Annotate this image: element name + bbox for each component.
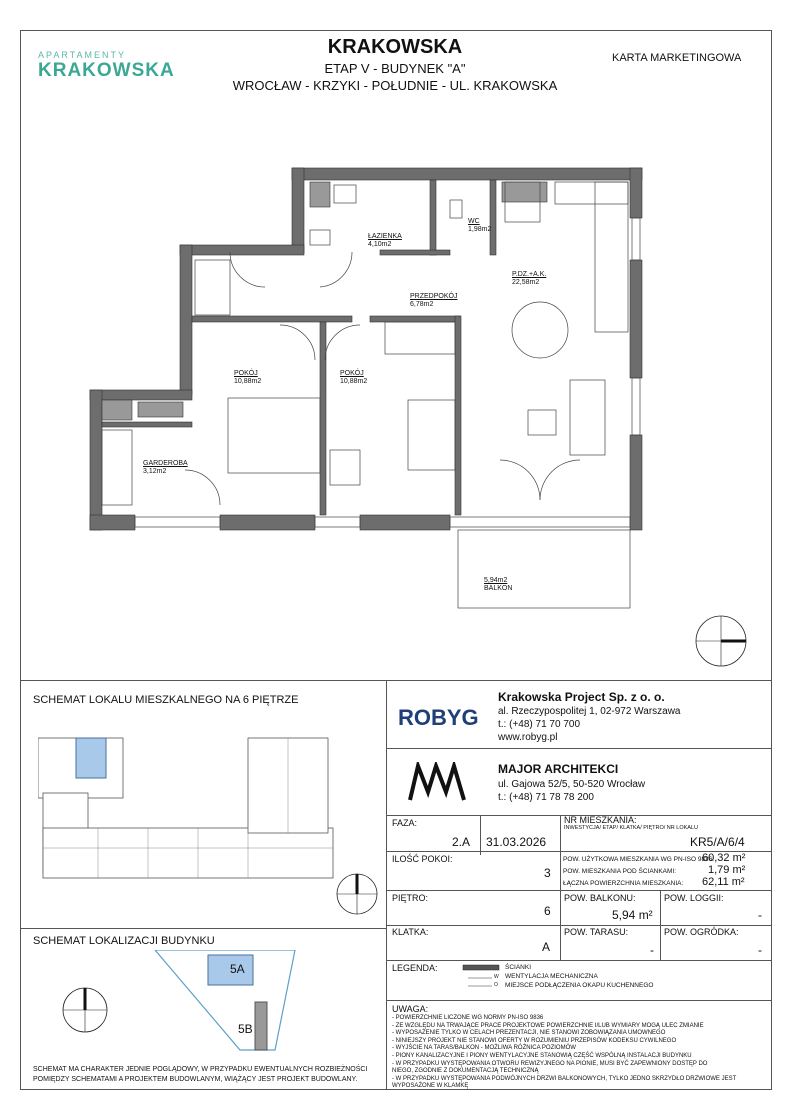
note-item: WYPOSAŻONE W KLAMKĘ xyxy=(392,1083,469,1090)
bed-1 xyxy=(228,398,320,473)
wall-left-upper xyxy=(292,168,304,253)
dining-table xyxy=(512,302,568,358)
shaft-3 xyxy=(310,182,330,207)
loggia-label: POW. LOGGII: xyxy=(664,893,724,903)
door-arc-2 xyxy=(320,252,352,287)
disclaimer-line-2: POMIĘDZY SCHEMATAMI A PROJEKTEM BUDOWLANYM, WIĄŻĄCY JEST PROJEKT BUDOWLANY. xyxy=(33,1076,358,1083)
wall-top xyxy=(292,168,642,180)
door-arc-6 xyxy=(500,460,540,500)
nr-sublabel: INWESTYCJA/ ETAP/ KLATKA/ PIĘTRO/ NR LOKALU xyxy=(564,825,698,831)
shaft-2 xyxy=(138,402,183,417)
wall-step-2 xyxy=(90,390,192,400)
note-item: - WYPOSAŻENIE TYLKO W CELACH PREZENTACJI, NIE STANOWI ZOBOWIĄZANIA UMOWNEGO xyxy=(392,1030,666,1037)
note-item: - W PRZYPADKU WYSTĘPOWANIA OTWORU REWIZYJNEGO NA PIONIE, MUSI BYĆ ZAPEWNIONY DOSTĘP DO xyxy=(392,1060,708,1067)
location: WROCŁAW - KRZYKI - POŁUDNIE - UL. KRAKOWSKA xyxy=(232,78,558,93)
architect-logo-icon xyxy=(408,762,466,802)
schema-compass-icon xyxy=(333,870,383,920)
note-item: - W PRZYPADKU WYSTĘPOWANIA PODWÓJNYCH DRZWI BALKONOWYCH, TYLKO JEDNO SKRZYDŁO DRZWIOWE JEST xyxy=(392,1075,737,1082)
disclaimer-line-1: SCHEMAT MA CHARAKTER JEDNIE POGLĄDOWY, W PRZYPADKU EWENTUALNYCH ROZBIEŻNOŚCI xyxy=(33,1066,368,1073)
balkon-value: 5,94 m² xyxy=(612,908,653,922)
pow-uzyt-label: POW. UŻYTKOWA MIESZKANIA WG PN-ISO 9836: xyxy=(563,856,715,863)
wall-inner-5 xyxy=(102,422,192,427)
wall-bottom-mid xyxy=(220,515,315,530)
shaft-1 xyxy=(102,400,132,420)
architect-name: MAJOR ARCHITEKCI xyxy=(498,762,619,776)
pokoi-value: 3 xyxy=(544,866,551,880)
door-arc-5 xyxy=(185,470,220,505)
architect-address: ul. Gajowa 52/5, 50-520 Wrocław xyxy=(498,779,646,790)
sink xyxy=(334,185,356,203)
pow-skos-value: 1,79 m² xyxy=(708,864,746,876)
room-garderoba: GARDEROBA 3,12m2 xyxy=(143,460,188,475)
wall-inner-4 xyxy=(455,316,461,515)
developer-address: al. Rzeczypospolitej 1, 02-972 Warszawa xyxy=(498,706,681,717)
wall-step xyxy=(180,245,304,255)
date-value: 31.03.2026 xyxy=(486,835,547,849)
nr-label: NR MIESZKANIA: xyxy=(564,815,637,825)
window-1 xyxy=(135,517,220,527)
window-5 xyxy=(632,378,640,435)
north-compass-icon xyxy=(693,613,749,669)
room-pokoj-2: POKÓJ 10,88m2 xyxy=(340,370,368,385)
wall-right-top xyxy=(630,168,642,218)
faza-label: FAZA: xyxy=(392,818,418,828)
wall-inner-2 xyxy=(370,316,460,322)
wall-left-lower xyxy=(90,390,102,530)
pow-laczna-value: 62,11 m² xyxy=(702,876,745,888)
logo-subtitle: APARTAMENTY xyxy=(38,50,127,60)
taras-value: - xyxy=(650,943,654,957)
logo: KRAKOWSKA xyxy=(38,60,175,81)
door-arc-1 xyxy=(230,252,265,287)
floor-schema-title: SCHEMAT LOKALU MIESZKALNEGO NA 6 PIĘTRZE xyxy=(33,694,299,706)
wall-bottom-right xyxy=(360,515,450,530)
legend-vent: WENTYLACJA MECHANICZNA xyxy=(505,973,598,980)
room-wc: WC 1,98m2 xyxy=(468,218,492,233)
note-item: - PIONY KANALIZACYJNE I PIONY WENTYLACYJNE STANOWIĄ CZĘŚĆ WSPÓLNĄ INSTALACJI BUDYNKU xyxy=(392,1052,692,1059)
faza-value: 2.A xyxy=(452,835,471,849)
wall-swatch xyxy=(463,965,499,970)
ogrodek-value: - xyxy=(758,943,762,957)
wall-right-mid xyxy=(630,260,642,378)
klatka-value: A xyxy=(542,940,551,954)
toilet xyxy=(450,200,462,218)
legend-w: W xyxy=(494,974,499,980)
developer-web[interactable]: www.robyg.pl xyxy=(498,732,558,743)
building-5a-label: 5A xyxy=(230,962,245,976)
architect-phone: t.: (+48) 71 78 78 200 xyxy=(498,792,594,803)
wall-left-mid xyxy=(180,245,192,395)
wall-inner-8 xyxy=(380,250,450,255)
window-2 xyxy=(315,517,360,527)
note-item: - WYJŚCIE NA TARAS/BALKON - MOŻLIWA RÓŻNICA POZIOMÓW xyxy=(392,1045,576,1052)
wardrobe-3 xyxy=(102,430,132,505)
klatka-label: KLATKA: xyxy=(392,927,429,937)
room-przedpokoj: PRZEDPOKÓJ 6,78m2 xyxy=(410,293,458,308)
notes-list xyxy=(392,1015,762,1091)
door-arc-3 xyxy=(280,325,315,360)
wardrobe-2 xyxy=(385,322,455,354)
taras-label: POW. TARASU: xyxy=(564,927,629,937)
page-title: KRAKOWSKA xyxy=(327,36,463,58)
wall-bottom-left xyxy=(90,515,135,530)
wall-right-bottom xyxy=(630,435,642,530)
note-item: - NINIEJSZY PROJEKT NIE STANOWI OFERTY W ROZUMIENIU PRZEPISÓW KODEKSU CYWILNEGO xyxy=(392,1037,677,1044)
pow-uzyt-value: 60,32 m² xyxy=(702,852,746,864)
note-item: - ZE WZGLĘDU NA TRWAJĄCE PRACE PROJEKTOWE POWIERZCHNIE I/LUB WYMIARY MOGĄ ULEC ZMIANIE xyxy=(392,1022,704,1029)
ogrodek-label: POW. OGRÓDKA: xyxy=(664,927,739,937)
coffee-table xyxy=(528,410,556,435)
sofa xyxy=(570,380,605,455)
wardrobe-1 xyxy=(195,260,230,315)
toilet-2 xyxy=(310,230,330,245)
window-3 xyxy=(450,517,630,527)
wall-inner-3 xyxy=(320,322,326,515)
developer-logo: ROBYG xyxy=(398,705,479,730)
room-pokoj-1: POKÓJ 10,88m2 xyxy=(234,370,262,385)
desk-1 xyxy=(330,450,360,485)
counter xyxy=(555,182,628,204)
room-lazienka: ŁAZIENKA 4,10m2 xyxy=(368,233,402,248)
pokoi-label: ILOŚĆ POKOI: xyxy=(392,854,453,864)
wall-inner-6 xyxy=(430,180,436,255)
location-schema xyxy=(60,950,320,1060)
room-pdz: P.DZ.+A.K. 22,58m2 xyxy=(512,271,547,286)
balcony xyxy=(458,530,630,608)
counter-side xyxy=(595,182,628,332)
legend-walls: ŚCIANKI xyxy=(505,964,532,971)
building-5b-label: 5B xyxy=(238,1022,253,1036)
location-schema-title: SCHEMAT LOKALIZACJI BUDYNKU xyxy=(33,935,215,947)
legend-o: O xyxy=(494,982,498,988)
stage-building: ETAP V - BUDYNEK "A" xyxy=(324,61,466,76)
pow-skos-label: POW. MIESZKANIA POD ŚCIANKAMI: xyxy=(563,868,677,875)
floor-schema xyxy=(38,733,338,913)
note-item: - POWIERZCHNIE LICZONE WG NORMY PN-ISO 9836 xyxy=(392,1015,544,1021)
room-balkon: 5,94m2 BALKON xyxy=(484,577,513,592)
bed-2 xyxy=(408,400,455,470)
nr-value: KR5/A/6/4 xyxy=(690,835,745,849)
card-type: KARTA MARKETINGOWA xyxy=(612,52,742,64)
wall-inner-1 xyxy=(192,316,352,322)
door-arc-7 xyxy=(540,460,580,500)
balkon-label: POW. BALKONU: xyxy=(564,893,636,903)
apartment-highlight xyxy=(76,738,106,778)
developer-phone: t.: (+48) 71 70 700 xyxy=(498,719,581,730)
window-4 xyxy=(632,218,640,260)
legend-label: LEGENDA: xyxy=(392,963,438,973)
pow-laczna-label: ŁĄCZNA POWIERZCHNIA MIESZKANIA: xyxy=(563,880,684,887)
pietro-label: PIĘTRO: xyxy=(392,893,429,903)
loggia-value: - xyxy=(758,908,762,922)
legend-hood: MIEJSCE PODŁĄCZENIA OKAPU KUCHENNEGO xyxy=(505,982,654,989)
door-arc-4 xyxy=(325,325,360,360)
note-item: NIEGO, ZGODNIE Z DOKUMENTACJĄ TECHNICZNĄ xyxy=(392,1068,539,1075)
floor-plan xyxy=(80,160,680,630)
notes-title: UWAGA: xyxy=(392,1004,429,1014)
developer-name: Krakowska Project Sp. z o. o. xyxy=(498,690,665,704)
pietro-value: 6 xyxy=(544,904,551,918)
